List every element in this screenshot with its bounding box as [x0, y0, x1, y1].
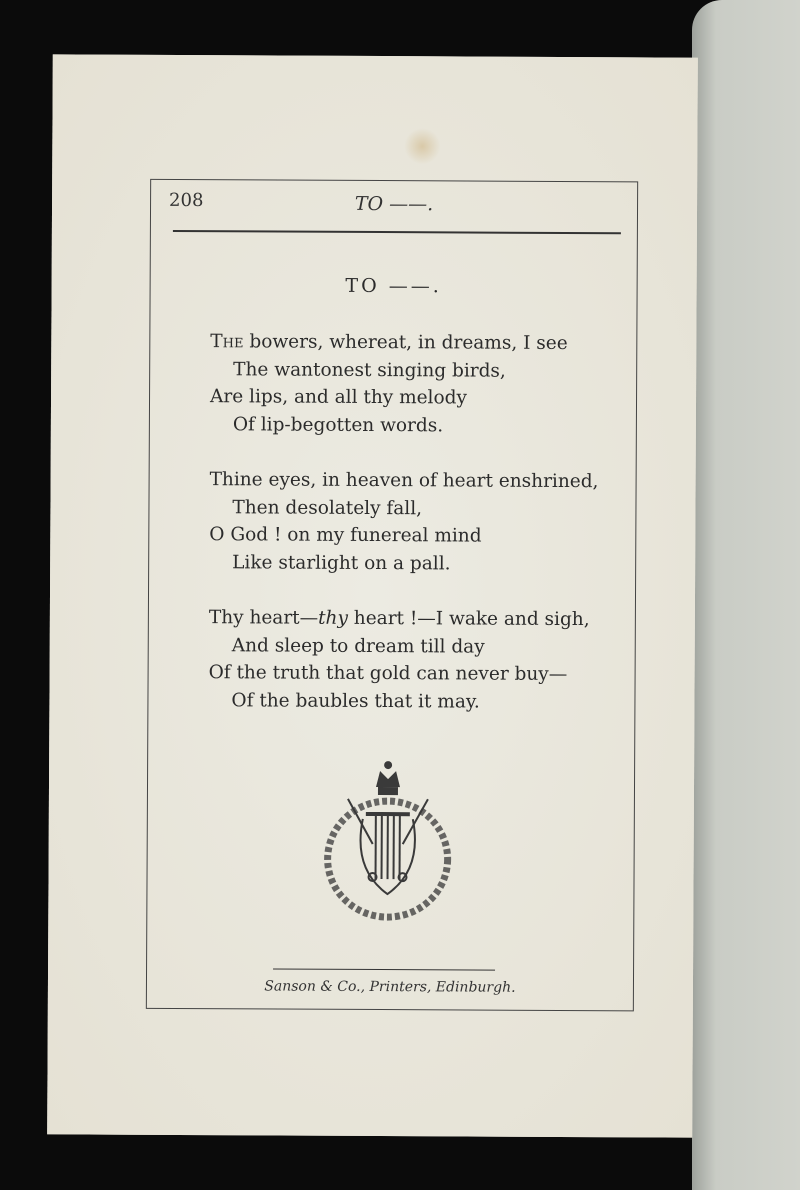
poem-line [209, 604, 598, 634]
stanza [210, 328, 599, 440]
poem-line: And sleep to dream till day [231, 634, 485, 658]
book-page [47, 54, 698, 1137]
poem-line: Then desolately fall, [232, 496, 423, 519]
poem-line: Thine eyes, in heaven of heart enshrined, [209, 469, 599, 493]
stanza [208, 604, 597, 716]
text-frame [146, 179, 638, 1012]
running-head: TO ——. [354, 192, 434, 216]
poem-line: Of the baubles that it may. [231, 689, 480, 713]
line-part: heart !—I wake and sigh, [347, 607, 590, 631]
poem-line [210, 328, 599, 358]
poem-line: Of lip-begotten words. [232, 413, 444, 436]
italic-word: thy [318, 607, 349, 629]
lyre-wreath-crown-icon [317, 759, 458, 930]
poem-line: Are lips, and all thy melody [209, 386, 467, 409]
poem [208, 328, 599, 744]
line-part: Thy heart— [208, 607, 319, 629]
stanza [209, 466, 598, 578]
poem-line: The wantonest singing birds, [233, 358, 506, 382]
page-number: 208 [169, 189, 204, 212]
poem-line: O God ! on my funereal mind [209, 524, 482, 547]
poem-title: TO ——. [345, 274, 442, 298]
header-rule [173, 230, 621, 234]
printer-imprint: Sanson & Co., Printers, Edinburgh. [264, 978, 516, 996]
line-rest: bowers, whereat, in dreams, I see [243, 331, 568, 355]
initial-word: The [210, 331, 244, 353]
poem-line: Of the truth that gold can never buy— [208, 662, 568, 686]
facing-page [692, 0, 800, 1190]
poem-line: Like starlight on a pall. [232, 551, 451, 574]
footer-rule [273, 968, 495, 970]
